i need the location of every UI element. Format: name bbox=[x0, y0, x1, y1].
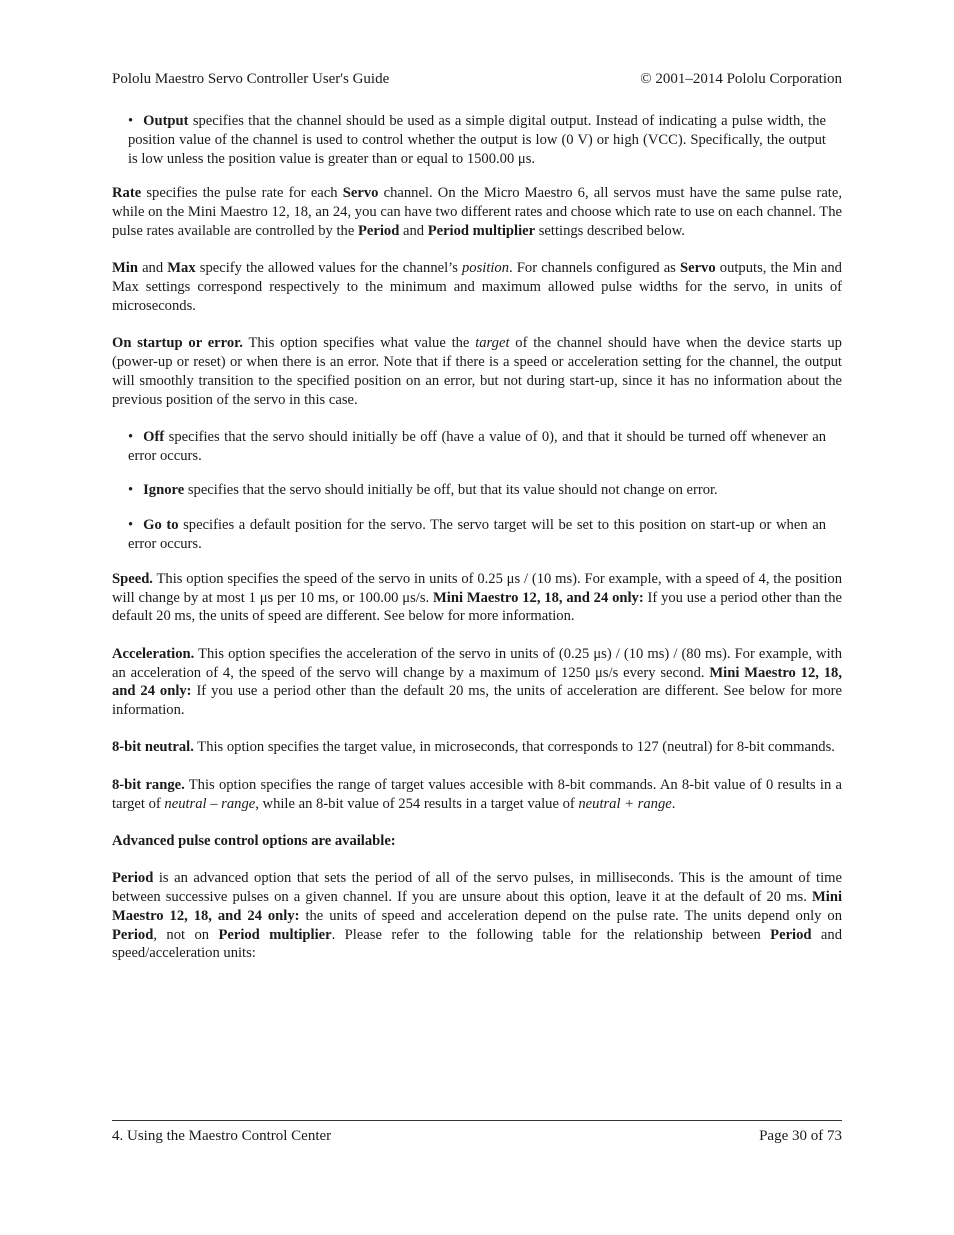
footer-section: 4. Using the Maestro Control Center bbox=[112, 1128, 332, 1144]
header-copyright: © 2001–2014 Pololu Corporation bbox=[640, 71, 842, 87]
footer-divider bbox=[112, 1120, 842, 1121]
paragraph-acceleration: Acceleration. This option specifies the acceleration of the servo in units of (0.25 μs) / (10 ms) / (80 ms). For example, with an acceleration of 4, the speed of the servo will change by a maximum of 1250 μs/s every second. Mini Maestro 12, 18, and 24 only: If you use a period other than the default 20 ms, the units of acceleration are different. See below for more information. bbox=[112, 645, 842, 719]
bullet-dot-icon: • bbox=[128, 482, 134, 499]
paragraph-speed: Speed. This option specifies the speed of the servo in units of 0.25 μs / (10 ms). For example, with a speed of 4, the position will change by at most 1 μs per 10 ms, or 100.00 μs/s. Mini Maestro 12, 18, and 24 only: If you use a period other than the default 20 ms, the units of speed are different. See below for more information. bbox=[112, 570, 842, 625]
footer-page-number: Page 30 of 73 bbox=[759, 1128, 842, 1144]
bullet-dot-icon: • bbox=[128, 428, 134, 445]
bullet-ignore: • Ignore specifies that the servo should initially be off, but that its value should not change on error. bbox=[128, 482, 718, 499]
paragraph-rate: Rate specifies the pulse rate for each Servo channel. On the Micro Maestro 6, all servos must have the same pulse rate, while on the Mini Maestro 12, 18, an 24, you can have two different rates and choose which rate to use on each channel. The pulse rates available are controlled by the Period and Period multiplier settings described below. bbox=[112, 185, 842, 239]
paragraph-startup: On startup or error. This option specifies what value the target of the channel should have when the device starts up (power-up or reset) or when there is an error. Note that if there is a speed or acceleration setting for the channel, the output will smoothly transition to the specified position on an error, but not during start-up, since it has no information about the previous position of the servo in this case. bbox=[112, 335, 842, 408]
paragraph-8bit-range: 8-bit range. This option specifies the range of target values accesible with 8-bit commands. An 8-bit value of 0 results in a target of neutral – range, while an 8-bit value of 254 results in a target value of neutral + range. bbox=[112, 776, 842, 812]
bullet-go-to: • Go to specifies a default position for the servo. The servo target will be set to this position on start-up or when an error occurs. bbox=[128, 517, 826, 553]
paragraph-8bit-neutral: 8-bit neutral. This option specifies the target value, in microseconds, that corresponds to 127 (neutral) for 8-bit commands. bbox=[112, 739, 835, 756]
bullet-dot-icon: • bbox=[128, 113, 134, 129]
bullet-dot-icon: • bbox=[128, 517, 134, 534]
paragraph-period: Period is an advanced option that sets the period of all of the servo pulses, in milliseconds. This is the amount of time between successive pulses on a given channel. If you are unsure about this option, leave it at the default of 20 ms. Mini Maestro 12, 18, and 24 only: the units of speed and acceleration depend on the pulse rate. The units depend only on Period, not on Period multiplier. Please refer to the following table for the relationship between Period and speed/acceleration units: bbox=[112, 870, 842, 962]
page-header bbox=[112, 69, 842, 89]
paragraph-min-max: Min and Max specify the allowed values for the channel’s position. For channels configured as Servo outputs, the Min and Max settings correspond respectively to the minimum and maximum allowed pulse widths for the servo, in units of microseconds. bbox=[112, 260, 842, 314]
header-title: Pololu Maestro Servo Controller User's Guide bbox=[112, 71, 390, 87]
advanced-heading: Advanced pulse control options are available: bbox=[112, 832, 396, 849]
bullet-output: • Output specifies that the channel should be used as a simple digital output. Instead of indicating a pulse width, the position value of the channel is used to control whether the output is low (0 V) or high (VCC). Specifically, the output is low unless the position value is greater than or equal to 1500.00 μs. bbox=[128, 113, 826, 167]
page-content bbox=[112, 112, 842, 982]
page-footer bbox=[112, 1126, 842, 1146]
bullet-off: • Off specifies that the servo should initially be off (have a value of 0), and that it should be turned off whenever an error occurs. bbox=[128, 428, 826, 464]
